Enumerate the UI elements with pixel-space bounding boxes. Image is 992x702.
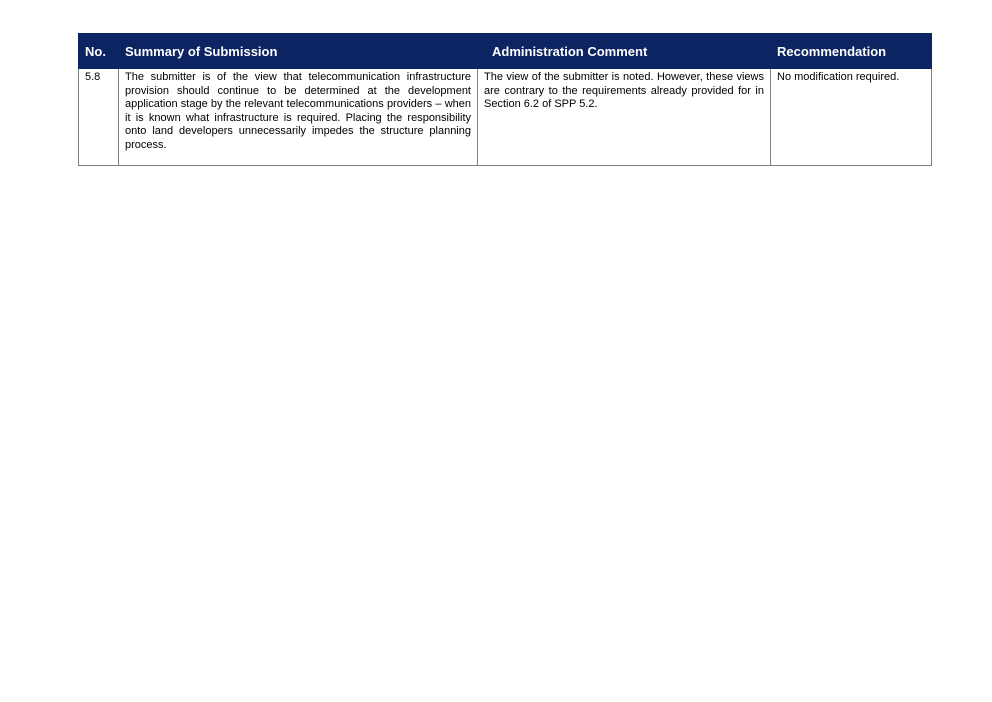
cell-summary: The submitter is of the view that telecommunication infrastructure provision should continue to be determined at the development application stage by the relevant telecommunications providers – when it is known what infrastructure is required. Placing the responsibility onto land developers unnecessarily impedes the structure planning process. <box>119 69 478 166</box>
submission-table <box>78 33 932 166</box>
cell-recommendation: No modification required. <box>771 69 932 166</box>
header-summary: Summary of Submission <box>119 34 478 69</box>
cell-no: 5.8 <box>79 69 119 166</box>
table-row <box>79 69 932 166</box>
table-body <box>79 69 932 166</box>
header-no: No. <box>79 34 119 69</box>
header-row <box>79 34 932 69</box>
table-header <box>79 34 932 69</box>
header-admin-comment: Administration Comment <box>478 34 771 69</box>
header-recommendation: Recommendation <box>771 34 932 69</box>
cell-admin-comment: The view of the submitter is noted. However, these views are contrary to the requirements already provided for in Section 6.2 of SPP 5.2. <box>478 69 771 166</box>
